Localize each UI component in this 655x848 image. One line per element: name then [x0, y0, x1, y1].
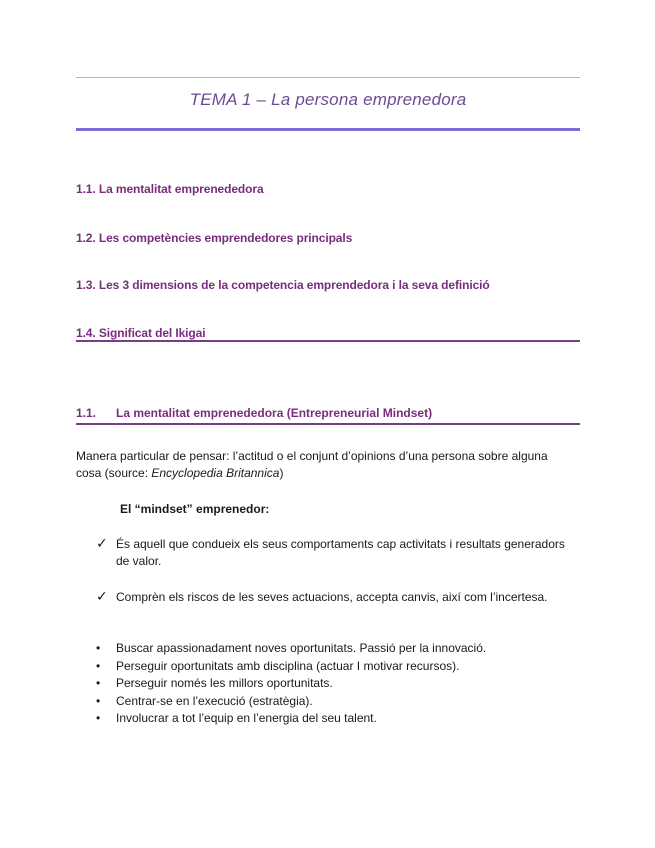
list-item [96, 658, 566, 676]
title-bottom-rule [76, 128, 580, 131]
check-item [96, 589, 566, 606]
checkmark-icon: ✓ [96, 588, 108, 604]
definition-source: Encyclopedia Britannica [151, 466, 280, 480]
list-item [96, 640, 566, 658]
list-item-text: Involucrar a tot l’equip en l’energia del seu talent. [116, 711, 377, 725]
list-item-text: Perseguir oportunitats amb disciplina (actuar I motivar recursos). [116, 658, 460, 673]
title-top-rule [76, 77, 580, 78]
list-item-text: Buscar apassionadament noves oportunitats. Passió per la innovació. [116, 641, 487, 655]
section-heading [76, 406, 432, 420]
check-item-text: Comprèn els riscos de les seves actuacions, accepta canvis, així com l’incertesa. [116, 590, 548, 604]
bullet-icon: • [96, 711, 101, 725]
bullet-icon: • [96, 693, 101, 708]
toc-item-1-2: 1.2. Les competències emprendedores principals [76, 231, 353, 245]
bullet-icon: • [96, 641, 101, 655]
document-title: TEMA 1 – La persona emprenedora [189, 90, 467, 109]
list-item-text: Centrar-se en l’execució (estratègia). [116, 693, 313, 708]
check-item-text: És aquell que condueix els seus comportaments cap activitats i resultats generadors de valor. [116, 537, 565, 568]
list-item [96, 675, 566, 693]
toc-bottom-rule [76, 340, 580, 342]
section-number: 1.1. [76, 406, 97, 420]
bullet-icon: • [96, 658, 101, 673]
mindset-subheading: El “mindset” emprenedor: [120, 502, 270, 516]
section-rule [76, 423, 580, 425]
checkmark-icon: ✓ [96, 535, 108, 551]
list-item [96, 710, 566, 728]
bullet-list [96, 640, 566, 728]
section-title: La mentalitat emprenededora (Entrepreneurial Mindset) [116, 406, 433, 420]
definition-close: ) [279, 466, 284, 480]
check-item [96, 536, 566, 570]
toc-item-1-3: 1.3. Les 3 dimensions de la competencia emprendedora i la seva definició [76, 278, 490, 292]
toc-item-1-4: 1.4. Significat del Ikigai [76, 326, 206, 340]
bullet-icon: • [96, 676, 101, 690]
list-item [96, 693, 566, 711]
definition-text: Manera particular de pensar: l’actitud o el conjunt d’opinions d’una persona sobre alguna cosa (source: [76, 449, 548, 480]
toc-item-1-1: 1.1. La mentalitat emprenededora [76, 182, 264, 196]
list-item-text: Perseguir només les millors oportunitats. [116, 676, 333, 690]
definition-paragraph [76, 448, 576, 482]
